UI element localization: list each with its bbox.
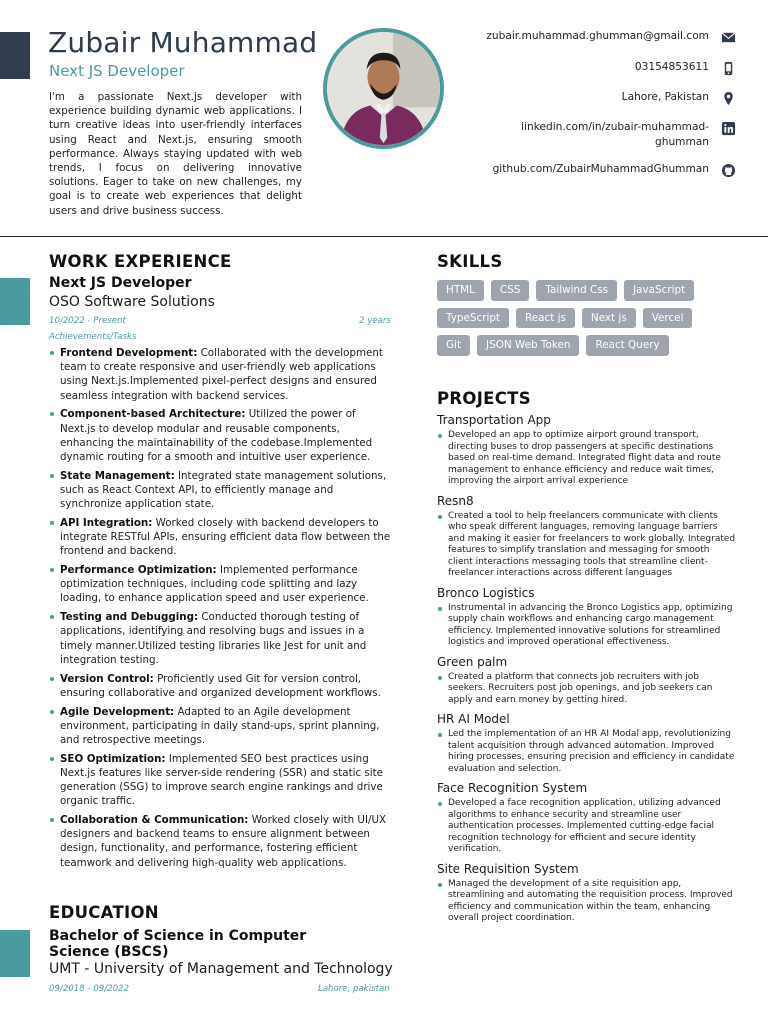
experience-item-text: Utilized the power of Next.js to develop modular and reusable components, enhancing the maintainability of the codebase.Implemented dynamic routing for a smooth and intuitive user experience.	[60, 408, 373, 463]
profile-photo-illustration	[327, 32, 440, 145]
linkedin-icon	[720, 120, 736, 136]
contact-phone-text[interactable]: 03154853611	[634, 61, 709, 73]
experience-item-lead: API Integration:	[60, 516, 153, 529]
skill-tag: Next js	[582, 308, 636, 329]
project-description: Led the implementation of an HR AI Modal app, revolutionizing talent acquisition through advanced automation. Improved hiring processes, ensuring precision and efficiency in candidate evaluation and selection.	[437, 729, 737, 775]
phone-icon	[720, 60, 736, 76]
contact-github-text[interactable]: github.com/ZubairMuhammadGhumman	[492, 163, 709, 175]
experience-item-lead: Performance Optimization:	[60, 564, 217, 577]
experience-item-lead: Component-based Architecture:	[60, 408, 246, 421]
project-description: Instrumental in advancing the Bronco Logistics app, optimizing supply chain workflows and enhancing cargo management efficiency. Implemented innovative solutions for streamlined logistics and improved operational effectiveness.	[437, 603, 737, 649]
contact-location	[622, 90, 736, 106]
envelope-icon	[720, 29, 736, 45]
project-title: Green palm	[437, 654, 508, 669]
projects-heading: PROJECTS	[437, 389, 531, 408]
github-icon	[720, 162, 736, 178]
experience-item	[49, 813, 393, 870]
projects-list	[437, 413, 737, 931]
skill-tag: React Query	[586, 335, 668, 356]
experience-item	[49, 705, 393, 748]
education-dates: 09/2018 - 09/2022	[49, 984, 129, 994]
experience-item-text: Implemented performance optimization techniques, including code splitting and lazy loading, to enhance application speed and user experience.	[60, 564, 369, 605]
project-item	[437, 655, 737, 707]
skills-list	[437, 280, 712, 363]
education-school: UMT - University of Management and Technology	[49, 961, 393, 977]
experience-item	[49, 672, 393, 700]
person-name: Zubair Muhammad	[48, 26, 318, 59]
project-title: Site Requisition System	[437, 861, 579, 876]
experience-item-lead: Frontend Development:	[60, 347, 198, 359]
experience-item-text: Adapted to an Agile development environment, participating in daily stand-ups, sprint planning, and retrospective meetings.	[60, 705, 380, 746]
contact-linkedin-text[interactable]	[521, 120, 709, 150]
experience-item-text: Proficiently used Git for version control, ensuring collaborative and organized development workflows.	[60, 672, 381, 699]
project-item	[437, 413, 737, 488]
experience-item-lead: SEO Optimization:	[60, 752, 166, 765]
experience-item	[49, 407, 393, 464]
skill-tag: Tailwind Css	[536, 280, 617, 301]
job-tasks-label: Achievements/Tasks	[49, 332, 137, 342]
skills-heading: SKILLS	[437, 252, 503, 271]
project-item	[437, 712, 737, 775]
experience-item-text: Integrated state management solutions, such as React Context API, to efficiently manage and synchronize application state.	[60, 469, 387, 511]
experience-item-lead: Collaboration & Communication:	[60, 814, 249, 827]
experience-item-lead: Version Control:	[60, 672, 154, 685]
experience-accent-block	[0, 278, 30, 325]
header-accent-block	[0, 32, 30, 79]
experience-item	[49, 752, 393, 809]
experience-item-text: Worked closely with UI/UX designers and backend teams to ensure alignment between design, functionality, and performance, fostering efficient teamwork and delivering high-quality web applications.	[60, 814, 387, 869]
job-duration: 2 years	[359, 316, 391, 326]
contact-email[interactable]	[486, 29, 736, 45]
experience-item-text: Conducted thorough testing of applications, identifying and resolving bugs and issues in a timely manner.Utilized testing libraries like Jest for unit and integration testing.	[60, 611, 367, 666]
education-location: Lahore, pakistan	[318, 984, 390, 994]
work-experience-heading: WORK EXPERIENCE	[49, 252, 232, 271]
project-description: Managed the development of a site requisition app, streamlining and automating the requisition process. Improved efficiency and communication within the team, enhancing overall project coordination.	[437, 879, 737, 925]
linkedin-line-1[interactable]: linkedin.com/in/zubair-muhammad-	[521, 121, 709, 133]
contact-github[interactable]	[493, 162, 736, 178]
experience-item	[49, 346, 393, 403]
experience-item-lead: Agile Development:	[60, 705, 175, 718]
skill-tag: Vercel	[643, 308, 693, 329]
experience-item	[49, 516, 393, 559]
skill-tag: JavaScript	[624, 280, 694, 301]
experience-item-lead: Testing and Debugging:	[60, 611, 199, 624]
skill-tag: TypeScript	[437, 308, 509, 329]
project-item	[437, 862, 737, 925]
education-degree: Bachelor of Science in Computer Science (BSCS)	[49, 928, 307, 960]
job-company: OSO Software Solutions	[49, 294, 215, 310]
project-title: Transportation App	[437, 413, 551, 427]
project-item	[437, 781, 737, 856]
skill-tag: CSS	[491, 280, 529, 301]
experience-item	[49, 610, 393, 667]
experience-item-lead: State Management:	[60, 469, 175, 482]
skill-tag: JSON Web Token	[477, 335, 579, 356]
contact-location-text: Lahore, Pakistan	[621, 91, 709, 103]
profile-photo	[323, 28, 444, 149]
experience-item-text: Implemented SEO best practices using Next.js features like server-side rendering (SSR) and static site generation (SSG) to improve search engine rankings and drive organic traffic.	[60, 752, 384, 808]
project-description: Created a platform that connects job recruiters with job seekers. Recruiters post job openings, and job seekers can apply and earn money by getting hired.	[437, 672, 737, 707]
project-description: Developed an app to optimize airport ground transport, directing buses to drop passengers at specific destinations based on real-time demand. Integrated flight data and route management to enhance efficiency and reduce wait times, improving the airport arrival experience	[437, 430, 737, 488]
contact-linkedin[interactable]	[521, 120, 736, 150]
project-title: HR AI Model	[437, 712, 510, 726]
linkedin-line-2[interactable]: ghumman	[655, 136, 709, 148]
experience-item-text: Collaborated with the development team to create responsive and user-friendly web applications using Next.js.Implemented pixel-perfect designs and ensured seamless integration with backend services.	[60, 347, 383, 402]
job-title: Next JS Developer	[49, 275, 192, 291]
skill-tag: Git	[437, 335, 470, 356]
project-title: Face Recognition System	[437, 781, 588, 795]
header-divider	[0, 236, 768, 237]
project-description: Created a tool to help freelancers communicate with clients who speak different languages, removing language barriers and making it easier for freelancers to work globally. Integrated features to simplify translation and messaging for smooth client interactions messaging tools that streamline client-freelancer interactions across different languages	[437, 511, 737, 580]
education-accent-block	[0, 930, 30, 977]
project-description: Developed a face recognition application, utilizing advanced algorithms to enhance security and streamline user authentication processes. Implemented cutting-edge facial recognition technology for efficient and secure identity verification.	[437, 798, 737, 856]
project-item	[437, 494, 737, 580]
project-title: Resn8	[437, 493, 474, 508]
contact-phone[interactable]	[635, 60, 736, 76]
contact-email-text[interactable]: zubair.muhammad.ghumman@gmail.com	[486, 30, 709, 42]
experience-item-text: Worked closely with backend developers to integrate RESTful APIs, ensuring efficient data flow between the frontend and backend.	[60, 516, 391, 558]
project-item	[437, 586, 737, 649]
education-heading: EDUCATION	[49, 903, 159, 922]
skill-tag: React js	[516, 308, 575, 329]
profile-summary: I'm a passionate Next.js developer with experience building dynamic web applications. I turn creative ideas into user-friendly interfaces using React and Next.js, ensuring smooth performance. Always staying updated with web trends, I focus on delivering innovative solutions. Eager to take on new challenges, my goal is to create web experiences that delight users and drive business success.	[49, 91, 302, 217]
experience-list	[49, 346, 393, 874]
skill-tag: HTML	[437, 280, 484, 301]
experience-item	[49, 563, 393, 606]
job-dates: 10/2022 - Present	[49, 316, 126, 326]
project-title: Bronco Logistics	[437, 585, 535, 600]
location-pin-icon	[720, 90, 736, 106]
experience-item	[49, 469, 393, 512]
person-role: Next JS Developer	[49, 62, 185, 80]
